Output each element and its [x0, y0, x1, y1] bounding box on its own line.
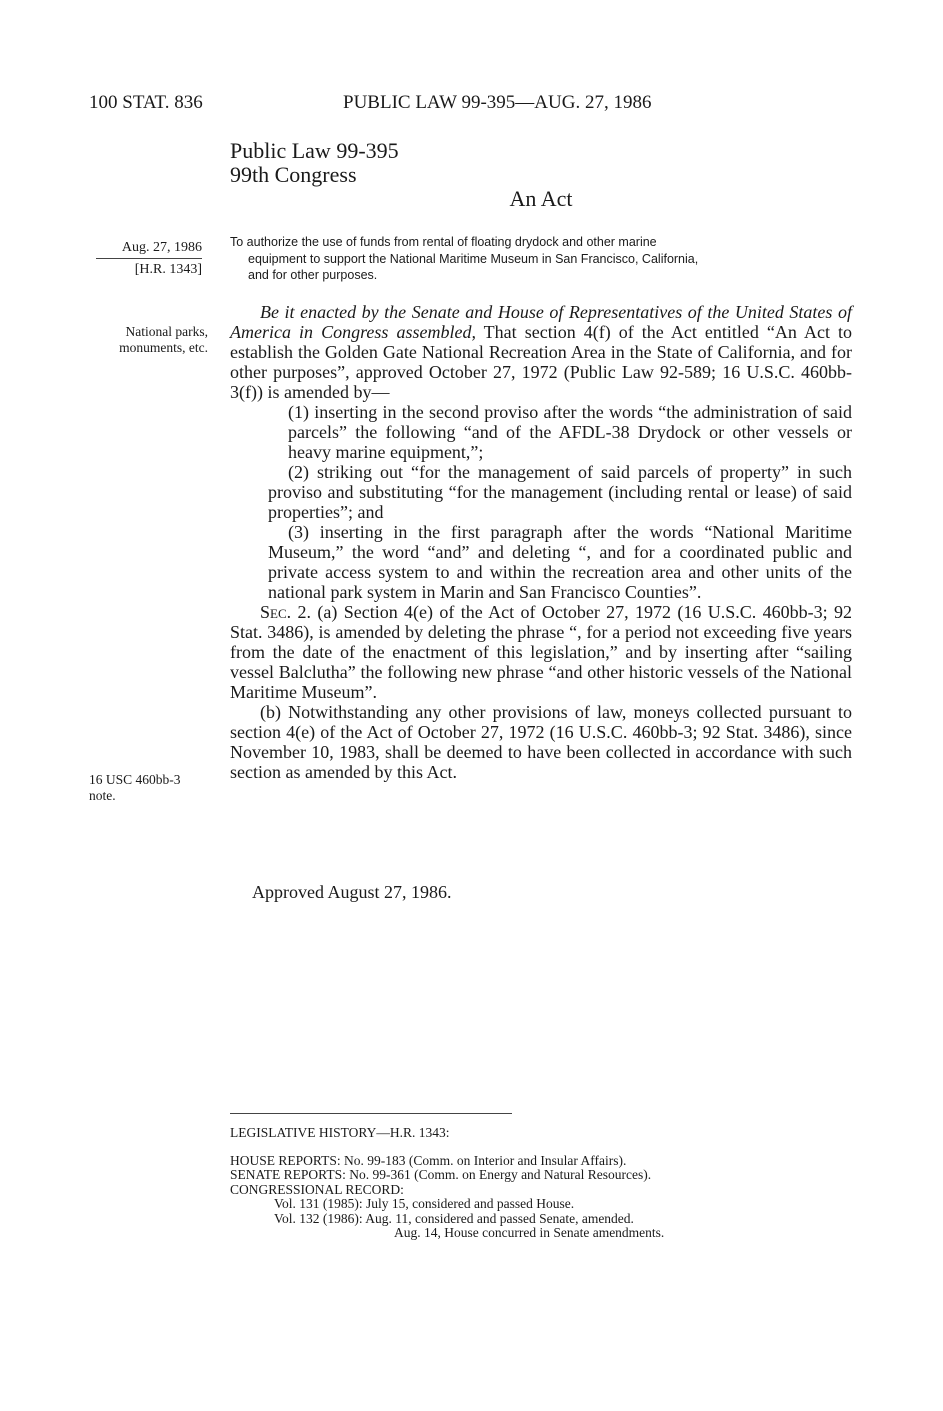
legislative-history	[230, 1126, 870, 1241]
house-reports: HOUSE REPORTS: No. 99-183 (Comm. on Interior and Insular Affairs).	[230, 1152, 627, 1168]
legislative-history-heading: LEGISLATIVE HISTORY—H.R. 1343:	[230, 1125, 450, 1140]
approval-date: Approved August 27, 1986.	[252, 882, 452, 902]
running-head	[89, 92, 849, 116]
purpose-line-2: equipment to support the National Maritime Museum in San Francisco, California,	[248, 251, 699, 266]
congress-number: 99th Congress	[230, 162, 357, 187]
section-2b: (b) Notwithstanding any other provisions of law, moneys collected pursuant to section 4(e) of the Act of October 27, 1972 (16 U.S.C. 460bb-3; 92 Stat. 3486), since November 10, 1983, shall be deemed to have been collected in accordance with such section as amended by this Act.	[230, 702, 852, 782]
section-2-label: Sec. 2.	[260, 602, 311, 622]
enacting-formula: Be it enacted by the Senate and House of Representatives of the United States of America in Congress assembled,	[230, 302, 852, 342]
margin-usc-citation: 16 USC 460bb-3 note.	[89, 772, 181, 803]
running-title: PUBLIC LAW 99-395—AUG. 27, 1986	[343, 92, 652, 113]
margin-topic: National parks, monuments, etc.	[119, 324, 208, 355]
record-vol-132: Vol. 132 (1986): Aug. 11, considered and passed Senate, amended.	[274, 1210, 634, 1226]
record-vol-131: Vol. 131 (1985): July 15, considered and passed House.	[274, 1196, 575, 1211]
stat-page-number: 100 STAT. 836	[89, 92, 203, 113]
act-heading: An Act	[509, 186, 573, 211]
footnote-divider	[230, 1113, 512, 1114]
congressional-record: CONGRESSIONAL RECORD:	[230, 1181, 404, 1197]
enacting-text: That section 4(f) of the Act entitled “An Act to establish the Golden Gate National Recreation Area in the State of California, and for other purposes”, approved October 27, 1972 (Public Law 92-589; 16 U.S.C. 460bb-3(f)) is amended by—	[230, 322, 852, 402]
section-2a	[230, 602, 852, 702]
amendment-item-3: (3) inserting in the first paragraph after the words “National Maritime Museum,” the word “and” and deleting “, and for a coordinated public and private access system to and within the recreation area and other units of the national park system in Marin and San Francisco Counties”.	[268, 522, 852, 602]
law-number: Public Law 99-395	[230, 138, 399, 163]
purpose-line-1: To authorize the use of funds from rental of floating drydock and other marine	[230, 235, 657, 249]
amendment-item-1: (1) inserting in the second proviso after the words “the administration of said parcels” the following “and of the AFDL-38 Drydock or other vessels or heavy marine equipment,”;	[288, 402, 852, 462]
purpose-clause	[230, 234, 852, 284]
enacting-clause	[230, 302, 852, 402]
record-vol-132-continued: Aug. 14, House concurred in Senate amendments.	[394, 1225, 665, 1240]
act-body	[230, 302, 852, 782]
purpose-line-3: and for other purposes.	[248, 268, 378, 282]
law-title-block	[230, 139, 399, 187]
section-2a-text: (a) Section 4(e) of the Act of October 27, 1972 (16 U.S.C. 460bb-3; 92 Stat. 3486), is amended by deleting the phrase “, for a period not exceeding five years from the date of the enactment of this legislation,” and by inserting after “sailing vessel Balclutha” the following new phrase “and other historic vessels of the National Maritime Museum”.	[230, 602, 853, 702]
senate-reports: SENATE REPORTS: No. 99-361 (Comm. on Energy and Natural Resources).	[230, 1167, 652, 1182]
amendment-item-2: (2) striking out “for the management of said parcels of property” in such proviso and substituting “for the management (including rental or lease) of said properties”; and	[268, 462, 852, 522]
margin-bill-number: [H.R. 1343]	[134, 262, 202, 277]
margin-date: Aug. 27, 1986	[96, 240, 202, 259]
